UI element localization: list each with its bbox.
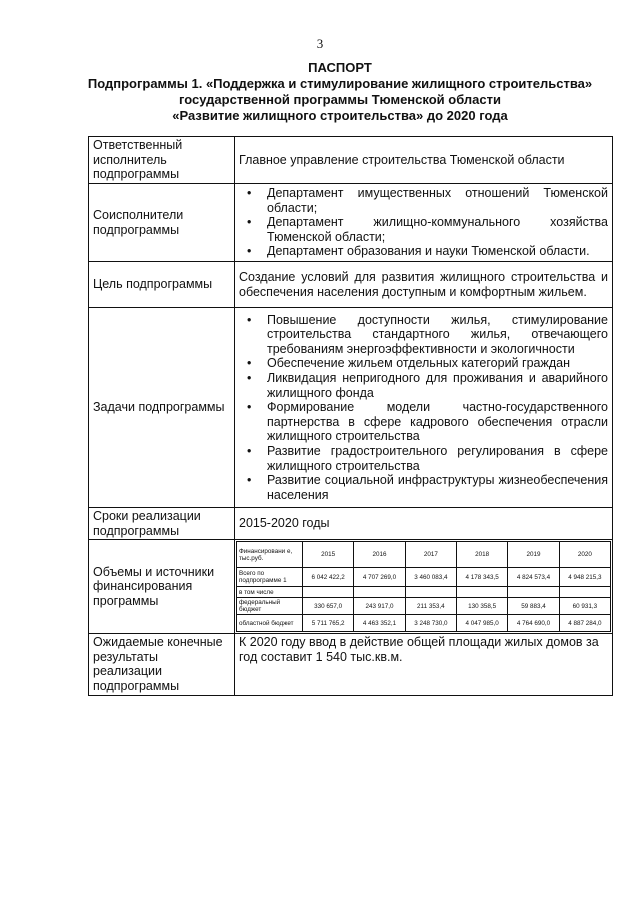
row-label: Задачи подпрограммы bbox=[89, 308, 235, 508]
year-header: 2016 bbox=[354, 542, 405, 568]
row-results bbox=[89, 634, 613, 695]
row-value bbox=[235, 540, 613, 634]
row-goal bbox=[89, 262, 613, 308]
row-label: Ожидаемые конечные результаты реализации подпрограммы bbox=[89, 634, 235, 695]
row-value: Создание условий для развития жилищного строительства и обеспечения населения доступным и комфортным жильем. bbox=[235, 262, 613, 308]
financing-row-label: в том числе bbox=[237, 587, 303, 598]
year-header: 2018 bbox=[456, 542, 507, 568]
financing-cell: 4 047 985,0 bbox=[456, 615, 507, 632]
row-financing bbox=[89, 540, 613, 634]
financing-cell bbox=[303, 587, 354, 598]
financing-header-row bbox=[237, 542, 611, 568]
financing-cell bbox=[405, 587, 456, 598]
document-heading bbox=[60, 60, 620, 124]
coexecutor-list bbox=[239, 186, 608, 259]
list-item: • Департамент имущественных отношений Тюменской области; bbox=[239, 186, 608, 215]
year-header: 2020 bbox=[559, 542, 610, 568]
list-item: • Департамент образования и науки Тюменской области. bbox=[239, 244, 608, 259]
financing-table bbox=[236, 541, 611, 632]
year-header: 2015 bbox=[303, 542, 354, 568]
financing-cell: 6 042 422,2 bbox=[303, 568, 354, 587]
list-item: • Развитие социальной инфраструктуры жизнеобеспечения населения bbox=[239, 473, 608, 502]
list-item: • Обеспечение жильем отдельных категорий граждан bbox=[239, 356, 608, 371]
row-value: К 2020 году ввод в действие общей площади жилых домов за год составит 1 540 тыс.кв.м. bbox=[235, 634, 613, 695]
page-number: 3 bbox=[316, 36, 324, 51]
financing-cell: 4 707 269,0 bbox=[354, 568, 405, 587]
row-value bbox=[235, 184, 613, 262]
financing-cell: 3 248 730,0 bbox=[405, 615, 456, 632]
year-header: 2019 bbox=[508, 542, 559, 568]
row-label: Сроки реализации подпрограммы bbox=[89, 508, 235, 540]
financing-cell: 4 824 573,4 bbox=[508, 568, 559, 587]
row-value: 2015-2020 годы bbox=[235, 508, 613, 540]
financing-cell bbox=[354, 587, 405, 598]
subtitle-line: Подпрограммы 1. «Поддержка и стимулирование жилищного строительства» bbox=[87, 76, 593, 91]
list-item: • Развитие градостроительного регулирования в сфере жилищного строительства bbox=[239, 444, 608, 473]
row-coexecutors bbox=[89, 184, 613, 262]
financing-cell: 243 917,0 bbox=[354, 598, 405, 615]
financing-row-label: Всего по подпрограмме 1 bbox=[237, 568, 303, 587]
row-label: Ответственный исполнитель подпрограммы bbox=[89, 137, 235, 184]
financing-cell bbox=[508, 587, 559, 598]
passport-table bbox=[88, 136, 613, 696]
financing-row-label: федеральный бюджет bbox=[237, 598, 303, 615]
financing-cell: 3 460 083,4 bbox=[405, 568, 456, 587]
financing-row bbox=[237, 568, 611, 587]
financing-cell: 4 178 343,5 bbox=[456, 568, 507, 587]
subtitle-line: государственной программы Тюменской области bbox=[179, 92, 501, 107]
year-header: 2017 bbox=[405, 542, 456, 568]
financing-cell: 4 887 284,0 bbox=[559, 615, 610, 632]
task-list bbox=[239, 313, 608, 503]
financing-row bbox=[237, 615, 611, 632]
financing-cell bbox=[559, 587, 610, 598]
financing-cell: 4 463 352,1 bbox=[354, 615, 405, 632]
page-title: ПАСПОРТ bbox=[308, 60, 372, 75]
financing-cell: 5 711 765,2 bbox=[303, 615, 354, 632]
list-item: • Департамент жилищно-коммунального хозяйства Тюменской области; bbox=[239, 215, 608, 244]
row-tasks bbox=[89, 308, 613, 508]
list-item: • Ликвидация непригодного для проживания и аварийного жилищного фонда bbox=[239, 371, 608, 400]
financing-cell: 4 764 690,0 bbox=[508, 615, 559, 632]
financing-row-label: областной бюджет bbox=[237, 615, 303, 632]
row-value bbox=[235, 308, 613, 508]
list-item: • Повышение доступности жилья, стимулирование строительства стандартного жилья, отвечающего требованиям энергоэффективности и экологичности bbox=[239, 313, 608, 357]
financing-header-label: Финансировани е, тыс.руб. bbox=[237, 542, 303, 568]
financing-row bbox=[237, 587, 611, 598]
financing-cell: 330 657,0 bbox=[303, 598, 354, 615]
list-item: • Формирование модели частно-государственного партнерства в сфере кадрового обеспечения отрасли жилищного строительства bbox=[239, 400, 608, 444]
row-label: Соисполнители подпрограммы bbox=[89, 184, 235, 262]
row-terms bbox=[89, 508, 613, 540]
row-executor bbox=[89, 137, 613, 184]
financing-cell bbox=[456, 587, 507, 598]
subtitle-line: «Развитие жилищного строительства» до 2020 года bbox=[172, 108, 508, 123]
financing-cell: 60 931,3 bbox=[559, 598, 610, 615]
financing-cell: 211 353,4 bbox=[405, 598, 456, 615]
financing-row bbox=[237, 598, 611, 615]
row-label: Объемы и источники финансирования программы bbox=[89, 540, 235, 634]
row-label: Цель подпрограммы bbox=[89, 262, 235, 308]
row-value: Главное управление строительства Тюменской области bbox=[235, 137, 613, 184]
financing-cell: 130 358,5 bbox=[456, 598, 507, 615]
financing-cell: 4 948 215,3 bbox=[559, 568, 610, 587]
financing-cell: 59 883,4 bbox=[508, 598, 559, 615]
